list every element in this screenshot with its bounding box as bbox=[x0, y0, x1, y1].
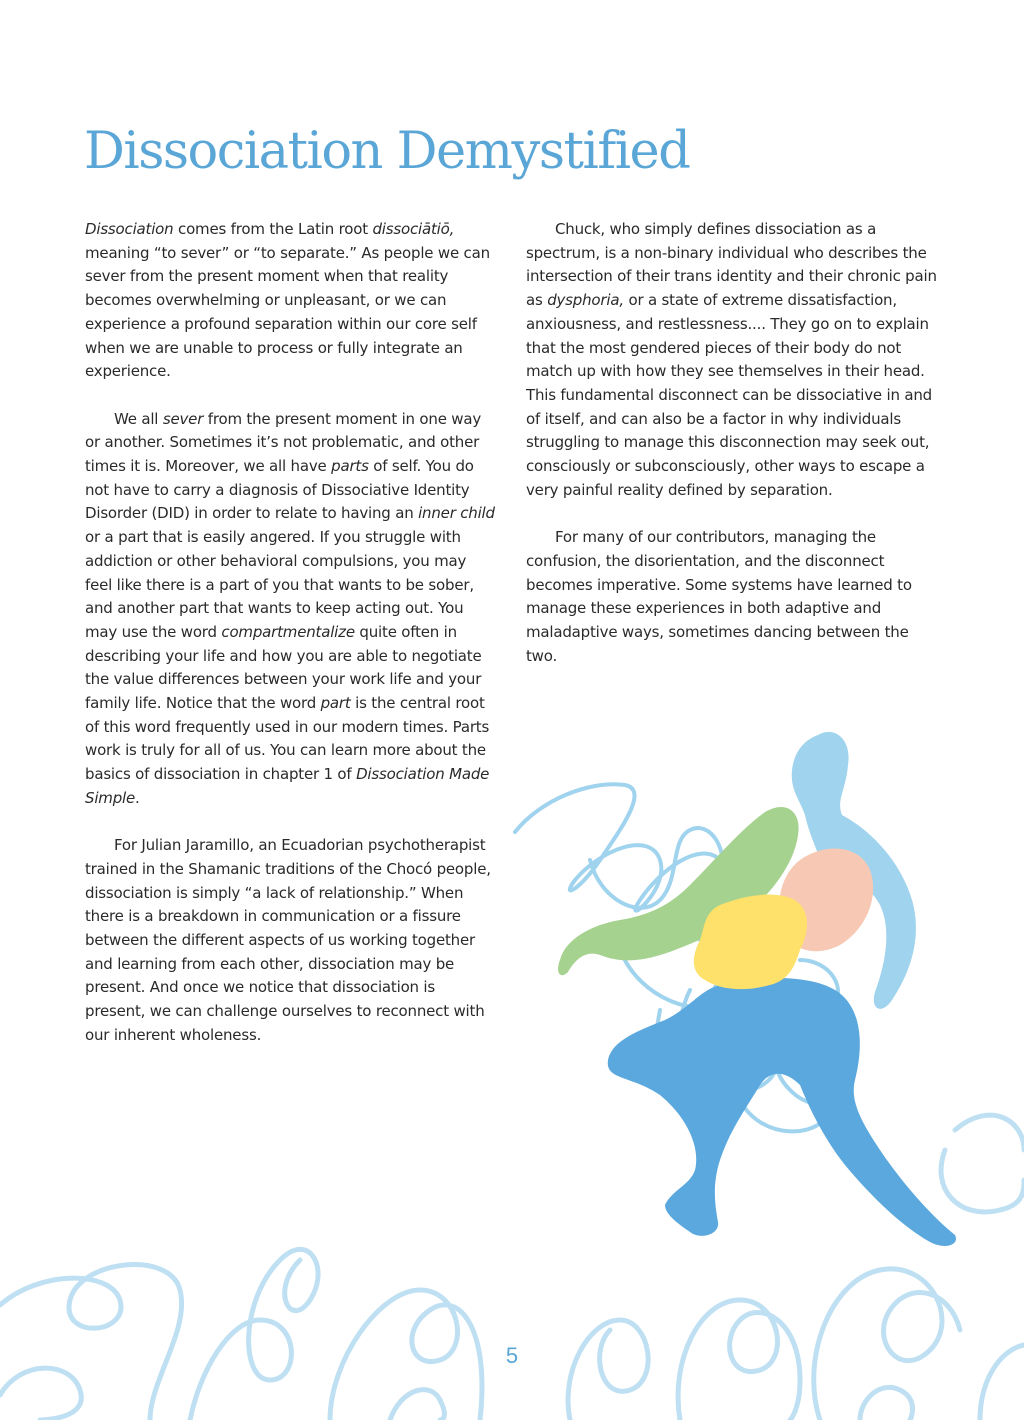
paragraph: Dissociation comes from the Latin root dissociātiō, meaning “to sever” or “to separate.” As people we can sever from the present moment when that reality becomes overwhelming or unpleasant, or we can experience a profound separation within our core self when we are unable to process or fully integrate an experience. bbox=[85, 220, 490, 381]
paragraph: Chuck, who simply defines dissociation as a spectrum, is a non-binary individual who describes the intersection of their trans identity and their chronic pain as dysphoria, or a state of extreme dissatisfaction, anxiousness, and restlessness.... They go on to explain that the most gendered pieces of their body do not match up with how they see themselves in their head. This fundamental disconnect can be dissociative in and of itself, and can also be a factor in why individuals struggling to manage this disconnection may seek out, consciously or subconsciously, other ways to escape a very painful reality defined by separation. bbox=[526, 220, 937, 499]
paragraph: For Julian Jaramillo, an Ecuadorian psychotherapist trained in the Shamanic traditions of the Chocó people, dissociation is simply “a lack of relationship.” When there is a breakdown in communication or a fissure between the different aspects of us working together and learning from each other, dissociation may be present. And once we notice that dissociation is present, we can challenge ourselves to reconnect with our inherent wholeness. bbox=[85, 836, 491, 1044]
right-column bbox=[526, 218, 942, 668]
left-column bbox=[85, 218, 497, 1048]
paragraph: For many of our contributors, managing the confusion, the disorientation, and the disconnect becomes imperative. Some systems have learned to manage these experiences in both adaptive and maladaptive ways, sometimes dancing between the two. bbox=[526, 528, 912, 665]
paragraph: We all sever from the present moment in one way or another. Sometimes it’s not problematic, and other times it is. Moreover, we all have parts of self. You do not have to carry a diagnosis of Dissociative Identity Disorder (DID) in order to relate to having an inner child or a part that is easily angered. If you struggle with addiction or other behavioral compulsions, you may feel like there is a part of you that wants to be sober, and another part that wants to keep acting out. You may use the word compartmentalize quite often in describing your life and how you are able to negotiate the value differences between your work life and your family life. Notice that the word part is the central root of this word frequently used in our modern times. Parts work is truly for all of us. You can learn more about the basics of dissociation in chapter 1 of Dissociation Made Simple. bbox=[85, 409, 495, 807]
page-number: 5 bbox=[505, 1343, 519, 1368]
page-title: Dissociation Demystified bbox=[84, 122, 690, 181]
